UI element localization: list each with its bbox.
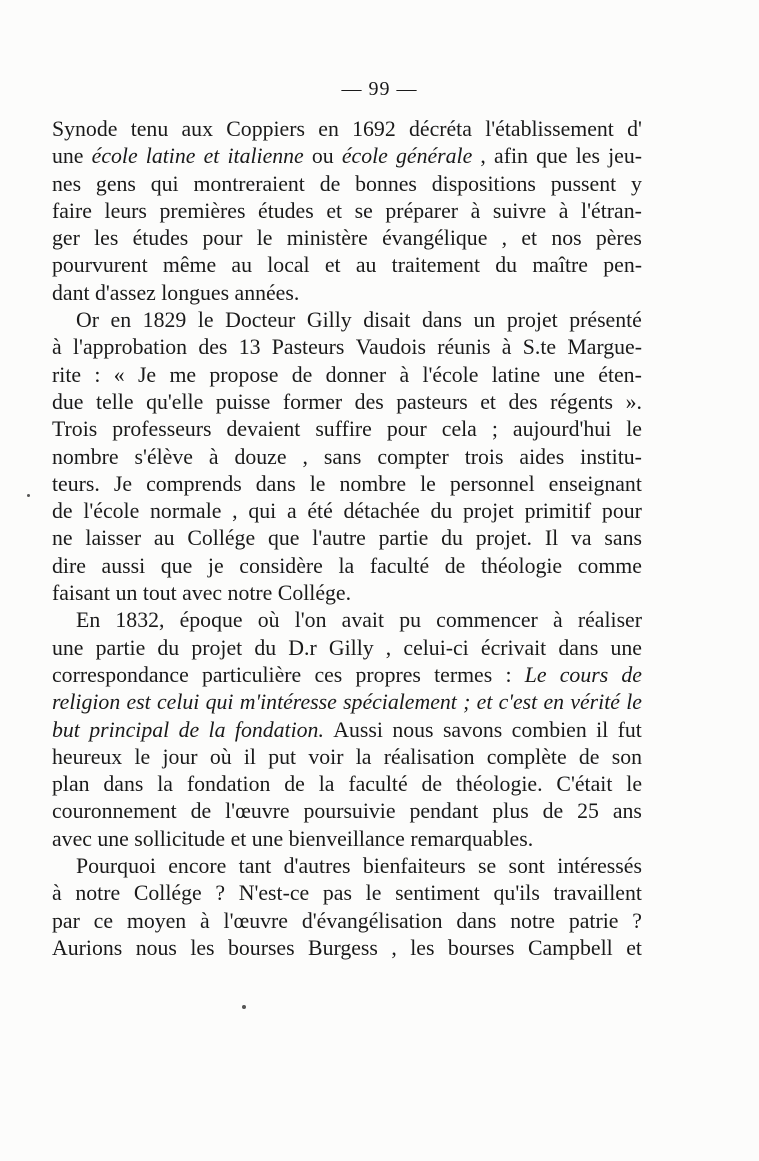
text-line: de l'école normale , qui a été détachée du projet primitif pour: [52, 499, 642, 524]
text-line: Or en 1829 le Docteur Gilly disait dans un projet présenté: [76, 308, 642, 333]
text-line: teurs. Je comprends dans le nombre le personnel enseignant: [52, 471, 642, 496]
text-line: but principal de la fondation. Aussi nous savons combien il fut: [52, 717, 642, 742]
text-line: une partie du projet du D.r Gilly , celui-ci écrivait dans une: [52, 635, 642, 660]
text-line: En 1832, époque où l'on avait pu commencer à réaliser: [76, 608, 642, 633]
page-number: — 99 —: [341, 78, 418, 100]
text-line: Trois professeurs devaient suffire pour cela ; aujourd'hui le: [52, 417, 642, 442]
text-line: Synode tenu aux Coppiers en 1692 décréta l'établissement d': [52, 117, 642, 141]
text-line: correspondance particulière ces propres termes : Le cours de: [52, 662, 642, 687]
text-line: dire aussi que je considère la faculté de théologie comme: [52, 553, 642, 578]
text-line: à l'approbation des 13 Pasteurs Vaudois réunis à S.te Margue-: [52, 335, 642, 360]
text-line: à notre Collége ? N'est-ce pas le sentiment qu'ils travaillent: [52, 881, 642, 906]
text-line: dant d'assez longues années.: [52, 280, 300, 305]
text-line: couronnement de l'œuvre poursuivie pendant plus de 25 ans: [52, 799, 642, 824]
text-line: nombre s'élève à douze , sans compter trois aides institu-: [52, 444, 642, 469]
text-line: une école latine et italienne ou école générale , afin que les jeu-: [52, 144, 642, 169]
text-line: nes gens qui montreraient de bonnes dispositions pussent y: [52, 171, 642, 196]
text-line: rite : « Je me propose de donner à l'école latine une éten-: [52, 362, 642, 387]
text-line: avec une sollicitude et une bienveillance remarquables.: [52, 826, 534, 851]
ink-speck: [27, 494, 30, 497]
text-line: ne laisser au Collége que l'autre partie du projet. Il va sans: [52, 526, 642, 551]
text-line: par ce moyen à l'œuvre d'évangélisation dans notre patrie ?: [52, 908, 642, 933]
text-line: ger les études pour le ministère évangélique , et nos pères: [52, 226, 642, 251]
text-line: faisant un tout avec notre Collége.: [52, 581, 352, 606]
text-line: plan dans la fondation de la faculté de théologie. C'était le: [52, 772, 642, 797]
text-line: due telle qu'elle puisse former des pasteurs et des régents ».: [52, 389, 642, 414]
text-line: Aurions nous les bourses Burgess , les bourses Campbell et: [52, 935, 642, 960]
body-text: [52, 116, 642, 962]
text-line: Pourquoi encore tant d'autres bienfaiteurs se sont intéressés: [76, 854, 642, 879]
text-line: pourvurent même au local et au traitement du maître pen-: [52, 253, 642, 278]
text-line: faire leurs premières études et se préparer à suivre à l'étran-: [52, 198, 642, 223]
ink-speck: [242, 1005, 246, 1009]
text-line: religion est celui qui m'intéresse spécialement ; et c'est en vérité le: [52, 690, 642, 715]
text-line: heureux le jour où il put voir la réalisation complète de son: [52, 744, 642, 769]
